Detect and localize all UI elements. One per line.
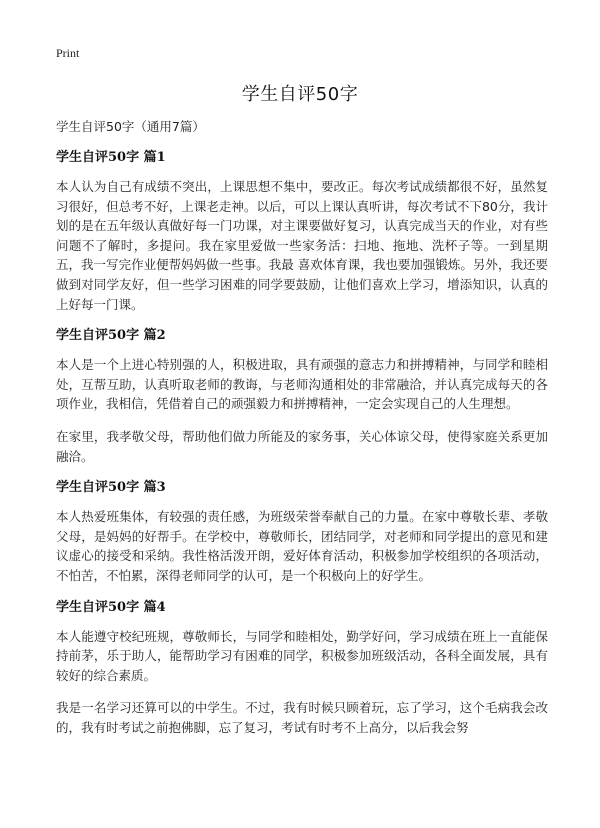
section-heading: 学生自评50字 篇1 [56,150,166,165]
paragraph: 本人能遵守校纪班规，尊敬师长，与同学和睦相处，勤学好问，学习成绩在班上一直能保持前茅，乐于助人，能帮助学习有困难的同学，积极参加班级活动，各科全面发展，具有较好的综合素质。 [56,628,548,683]
section-heading: 学生自评50字 篇4 [56,599,166,615]
paragraph: 本人是一个上进心特别强的人，积极进取，具有顽强的意志力和拼搏精神，与同学和睦相处，互帮互助，认真听取老师的教诲，与老师沟通相处的非常融洽，并认真完成每天的各项作业，我相信，凭借着自己的顽强毅力和拼搏精神，一定会实现自己的人生理想。 [56,357,548,412]
section-heading: 学生自评50字 篇3 [56,480,166,496]
section-1 [56,149,548,314]
document-subtitle: 学生自评50字（通用7篇） [56,119,205,134]
document-body [56,118,548,750]
section-heading: 学生自评50字 篇2 [56,328,166,344]
section-3 [56,479,548,585]
paragraph: 我是一名学习还算可以的中学生。不过，我有时候只顾着玩，忘了学习，这个毛病我会改的，我有时考试之前抱佛脚，忘了复习，考试有时考不上高分，以后我会努 [56,700,548,735]
paragraph: 本人认为自己有成绩不突出，上课思想不集中，要改正。每次考试成绩都很不好，虽然复习很好，但总考不好，上课老走神。以后，可以上课认真听讲，每次考试不下80分，我计划的是在五年级认真做好每一门功课，对主课要做好复习，认真完成当天的作业，对有些问题不了解时，多提问。我在家里爱做一些家务活：扫地、拖地、洗杯子等。一到星期五，我一写完作业便帮妈妈做一些事。我最 喜欢体育课，我也要加强锻炼。另外，我还要做到对同学友好，但一些学习困难的同学要鼓励，让他们喜欢上学习，增添知识，认真的上好每一门课。 [56,179,548,312]
section-2 [56,327,548,466]
print-link[interactable]: Print [56,46,80,60]
paragraph: 本人热爱班集体，有较强的责任感，为班级荣誉奉献自己的力量。在家中尊敬长辈、孝敬父母，是妈妈的好帮手。在学校中，尊敬师长，团结同学，对老师和同学提出的意见和建议虚心的接受和采纳。我性格活泼开朗，爱好体育活动，积极参加学校组织的各项活动，不怕苦，不怕累，深得老师同学的认可，是一个积极向上的好学生。 [56,509,548,583]
section-4 [56,599,548,738]
paragraph: 在家里，我孝敬父母，帮助他们做力所能及的家务事，关心体谅父母，使得家庭关系更加融洽。 [56,428,548,464]
document-title: 学生自评50字 [241,84,359,105]
